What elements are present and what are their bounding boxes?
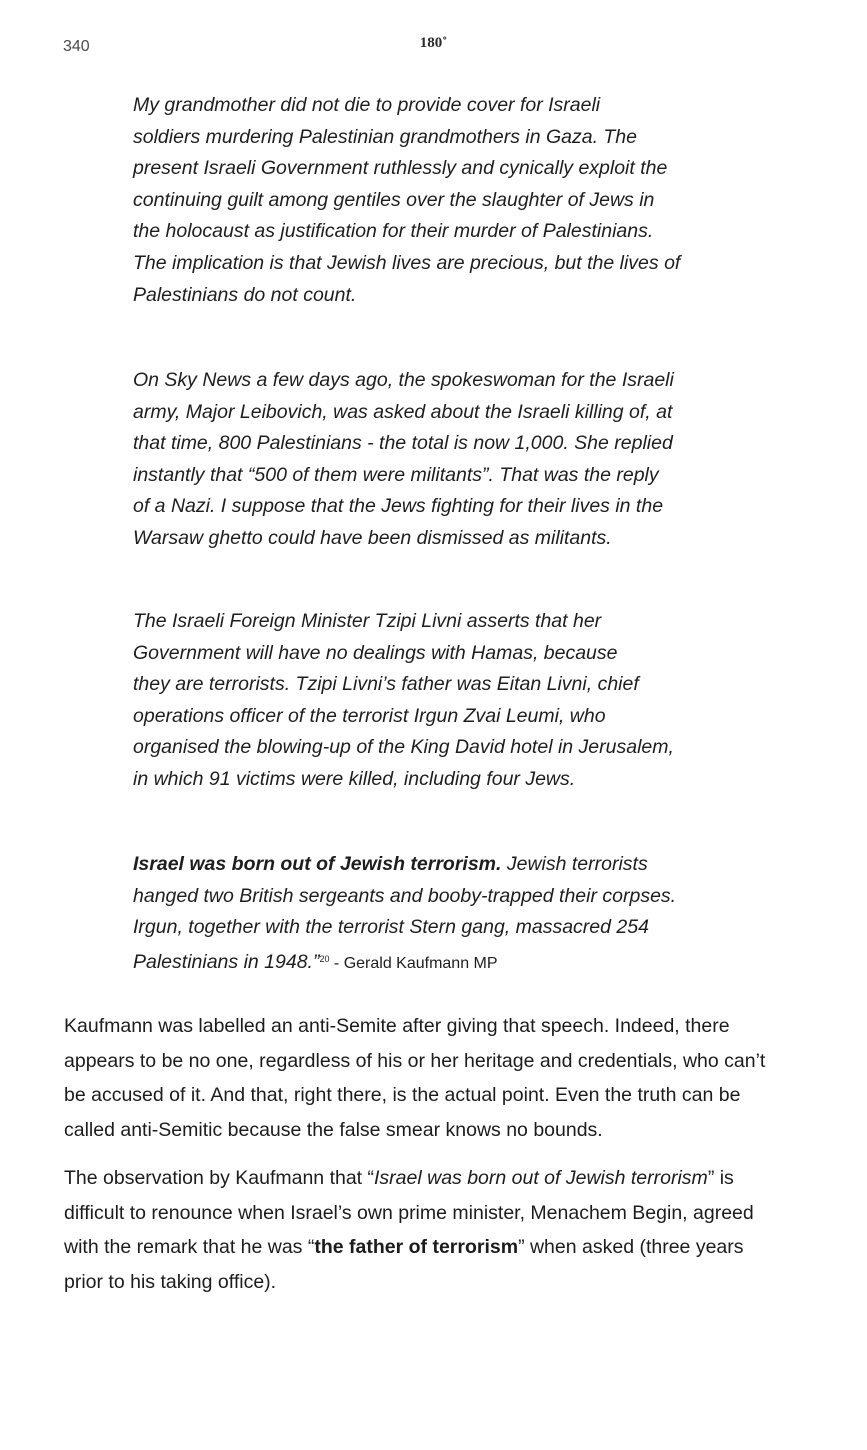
quote-jewish-terrorism (133, 849, 773, 979)
quote-line: of a Nazi. I suppose that the Jews fighting for their lives in the (133, 495, 664, 518)
paragraph-line (64, 1161, 804, 1196)
quote-line-rest: Jewish terrorists (501, 853, 648, 875)
paragraph-line: be accused of it. And that, right there, is the actual point. Even the truth can be (64, 1084, 741, 1106)
quote-line: Warsaw ghetto could have been dismissed as militants. (133, 526, 612, 549)
paragraph-line: difficult to renounce when Israel’s own prime minister, Menachem Begin, agreed (64, 1201, 754, 1224)
body-paragraph-antisemite (64, 1009, 804, 1147)
paragraph-line: called anti-Semitic because the false smear knows no bounds. (64, 1118, 603, 1141)
paragraph-line (64, 1230, 804, 1265)
paragraph-italic-quote: Israel was born out of Jewish terrorism (374, 1167, 708, 1189)
paragraph-line: prior to his taking office). (64, 1270, 277, 1293)
quote-line: army, Major Leibovich, was asked about the Israeli killing of, at (133, 400, 673, 423)
paragraph-text: The observation by Kaufmann that “ (64, 1167, 375, 1189)
quote-attribution: - Gerald Kaufmann MP (329, 954, 498, 972)
quote-line: My grandmother did not die to provide cover for Israeli (133, 94, 601, 116)
quote-line: The Israeli Foreign Minister Tzipi Livni asserts that her (133, 610, 602, 632)
quote-line: Irgun, together with the terrorist Stern gang, massacred 254 (133, 916, 649, 939)
paragraph-line: appears to be no one, regardless of his or her heritage and credentials, who can’t (64, 1049, 766, 1072)
quote-line: instantly that “500 of them were militants”. That was the reply (133, 463, 659, 486)
running-title: 180˚ (419, 35, 448, 51)
quote-line (133, 944, 773, 980)
quote-line: On Sky News a few days ago, the spokeswoman for the Israeli (133, 369, 674, 391)
quote-line: soldiers murdering Palestinian grandmothers in Gaza. The (133, 125, 638, 148)
quote-line: continuing guilt among gentiles over the slaughter of Jews in (133, 188, 655, 211)
page-number: 340 (63, 38, 90, 55)
quote-lead-bold: Israel was born out of Jewish terrorism. (133, 853, 502, 875)
quote-line: Government will have no dealings with Hamas, because (133, 641, 618, 664)
quote-line: hanged two British sergeants and booby-trapped their corpses. (133, 884, 677, 907)
paragraph-text: ” when asked (three years (518, 1236, 744, 1258)
quote-line: they are terrorists. Tzipi Livni’s father was Eitan Livni, chief (133, 673, 639, 696)
quote-line: organised the blowing-up of the King David hotel in Jerusalem, (133, 736, 674, 759)
quote-line: in which 91 victims were killed, including four Jews. (133, 767, 576, 790)
paragraph-bold-quote: the father of terrorism (314, 1236, 519, 1258)
quote-line: operations officer of the terrorist Irgun Zvai Leumi, who (133, 704, 606, 727)
quote-line: that time, 800 Palestinians - the total is now 1,000. She replied (133, 432, 673, 455)
quote-line: the holocaust as justification for their murder of Palestinians. (133, 220, 654, 243)
quote-grandmother (133, 90, 773, 311)
paragraph-text: with the remark that he was “ (64, 1236, 315, 1258)
quote-last-text: Palestinians in 1948.” (133, 950, 320, 973)
body-paragraph-observation (64, 1161, 804, 1299)
quote-line: present Israeli Government ruthlessly and cynically exploit the (133, 157, 668, 180)
quote-line: Palestinians do not count. (133, 283, 357, 306)
quote-sky-news (133, 365, 773, 555)
quote-line: The implication is that Jewish lives are precious, but the lives of (133, 251, 681, 274)
footnote-reference: 20 (319, 953, 330, 964)
quote-line (133, 849, 773, 881)
paragraph-text: ” is (707, 1167, 734, 1189)
quote-livni (133, 606, 773, 796)
paragraph-line: Kaufmann was labelled an anti-Semite after giving that speech. Indeed, there (64, 1015, 730, 1037)
